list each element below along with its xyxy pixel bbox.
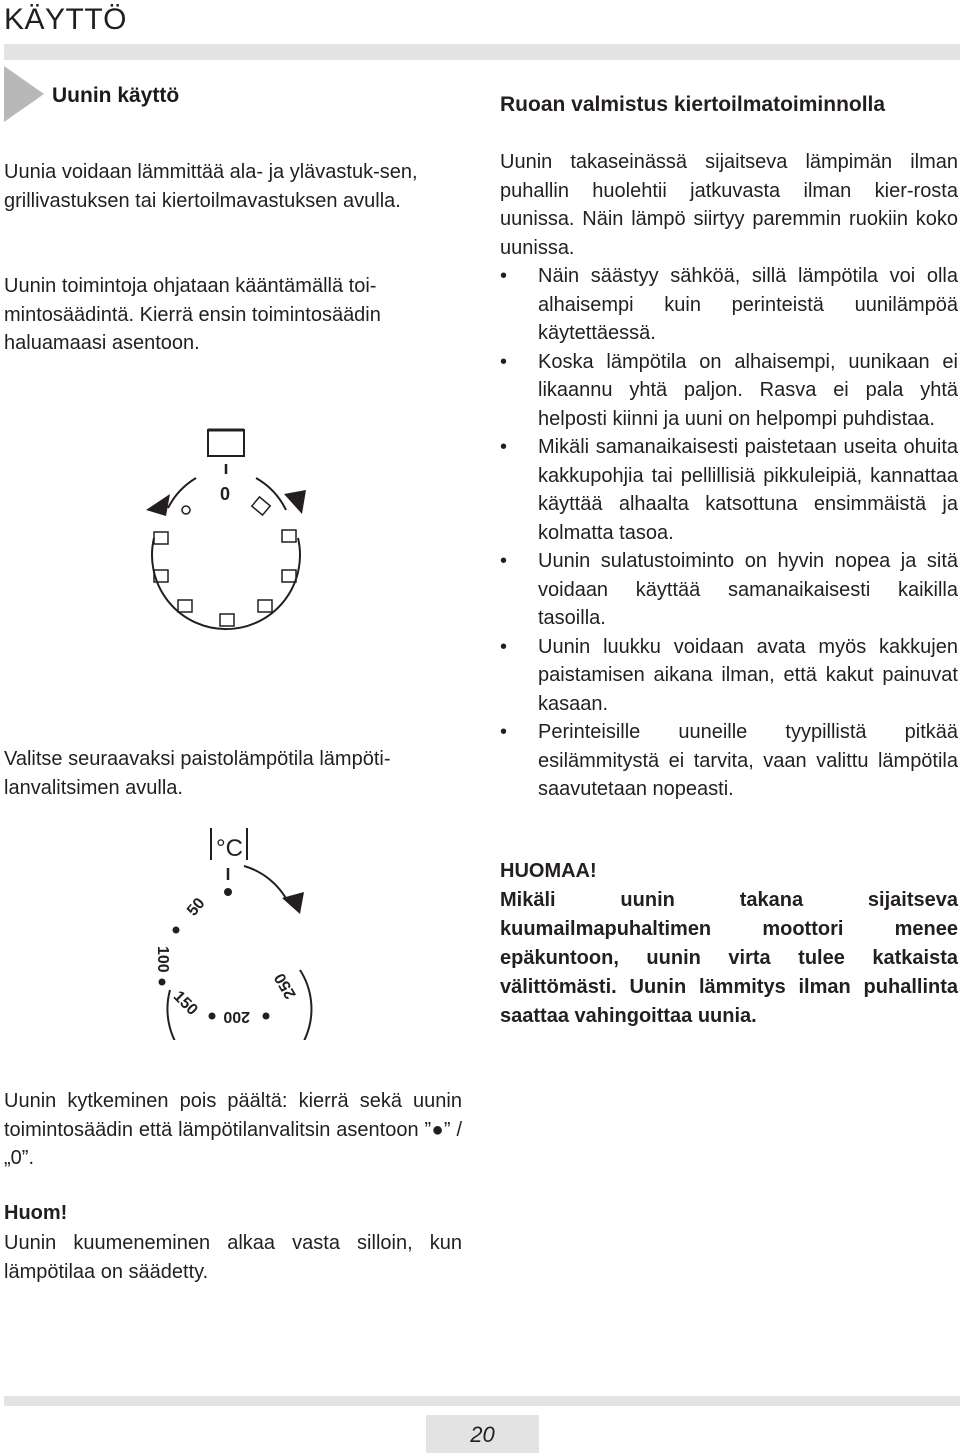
dial-circle — [152, 538, 300, 629]
lamp-icon — [182, 506, 190, 514]
note-text: Mikäli uunin takana sijaitseva kuumailmapuhaltimen moottori menee epäkuntoon, uunin virta tulee katkaista välittömästi. Uunin lämmitys ilman puhallinta saattaa vahingoittaa uunia. — [500, 889, 958, 1027]
fan-intro: Uunin takaseinässä sijaitseva lämpimän ilman puhallin huolehtii jatkuvasta ilman kier-rosta uunissa. Näin lämpö siirtyy paremmin ruokiin koko uunissa. — [500, 151, 958, 259]
mode-icon — [252, 497, 270, 515]
function-dial — [130, 420, 330, 650]
list-item: • Koska lämpötila on alhaisempi, uunikaan ei likaannu yhtä paljon. Rasva ei pala yhtä helposti kiinni ja uuni on helpompi puhdistaa. — [500, 348, 958, 434]
mode-icon — [154, 532, 168, 544]
celsius-label: °C — [216, 835, 243, 862]
footer-rule — [4, 1396, 960, 1406]
fan-icon — [258, 600, 272, 612]
switch-off-text: Uunin kytkeminen pois päältä: kierrä sekä uunin toimintosäädin että lämpötilanvalitsin asentoon ”●” / „0”. — [4, 1090, 462, 1169]
intro-paragraph — [4, 158, 464, 215]
page-title: KÄYTTÖ — [4, 3, 128, 36]
left-arrow-icon — [146, 494, 170, 516]
note-title: HUOMAA! — [500, 860, 597, 882]
section-heading: Uunin käyttö — [52, 84, 180, 107]
bottom-heat-icon — [220, 614, 234, 626]
zero-label: 0 — [220, 484, 231, 504]
list-item: • Näin säästyy sähköä, sillä lämpötila voi olla alhaisempi kuin perinteistä uunilämpöä käytettäessä. — [500, 262, 958, 348]
list-item: • Uunin luukku voidaan avata myös kakkujen paistamisen aikana ilman, että kakut painuvat kasaan. — [500, 633, 958, 719]
temp-label-200: 200 — [223, 1008, 250, 1025]
temperature-dial — [140, 820, 320, 1040]
header-rule — [4, 44, 960, 60]
mode-icon — [282, 530, 296, 542]
list-item: • Mikäli samanaikaisesti paistetaan useita ohuita kakkupohjia tai pellillisiä pikkuleipiä, kannattaa käyttää alhaalta katsottuna ensimmäistä ja kolmatta tasoa. — [500, 433, 958, 547]
right-arrow-icon — [284, 490, 306, 514]
function-paragraph — [4, 272, 464, 358]
off-dot — [224, 888, 232, 896]
temp-label-150: 150 — [169, 987, 201, 1019]
right-section-heading: Ruoan valmistus kiertoilmatoiminnolla — [500, 93, 886, 116]
temp-label-250: 250 — [271, 969, 300, 1002]
temp-label-100: 100 — [154, 946, 171, 973]
temp-paragraph — [4, 745, 464, 802]
mode-icon — [282, 570, 296, 582]
huom-title: Huom! — [4, 1202, 68, 1224]
page-number: 20 — [426, 1415, 539, 1453]
huom-text: Uunin kuumeneminen alkaa vasta silloin, kun lämpötilaa on säädetty. — [4, 1232, 462, 1283]
benefit-list — [500, 262, 958, 804]
oven-top-icon — [208, 430, 244, 456]
list-item: • Uunin sulatustoiminto on hyvin nopea ja sitä voidaan käyttää samanaikaisesti kaikilla tasoilla. — [500, 547, 958, 633]
list-item: • Perinteisille uuneille tyypillistä pitkää esilämmitystä ei tarvita, vaan valittu lämpötila saavutetaan nopeasti. — [500, 718, 958, 804]
grill-icon — [178, 600, 192, 612]
para-temp: Valitse seuraavaksi paistolämpötila lämpöti-lanvalitsimen avulla. — [4, 748, 391, 799]
section-arrow-icon — [4, 66, 44, 122]
temp-label-50: 50 — [184, 894, 209, 920]
arrow-icon — [282, 892, 304, 914]
para-function: Uunin toimintoja ohjataan kääntämällä toi-mintosäädintä. Kierrä ensin toimintosäädin haluamaasi asentoon. — [4, 275, 381, 354]
para-heating: Uunia voidaan lämmittää ala- ja ylävastuk-sen, grillivastuksen tai kiertoilmavastuksen avulla. — [4, 161, 418, 212]
